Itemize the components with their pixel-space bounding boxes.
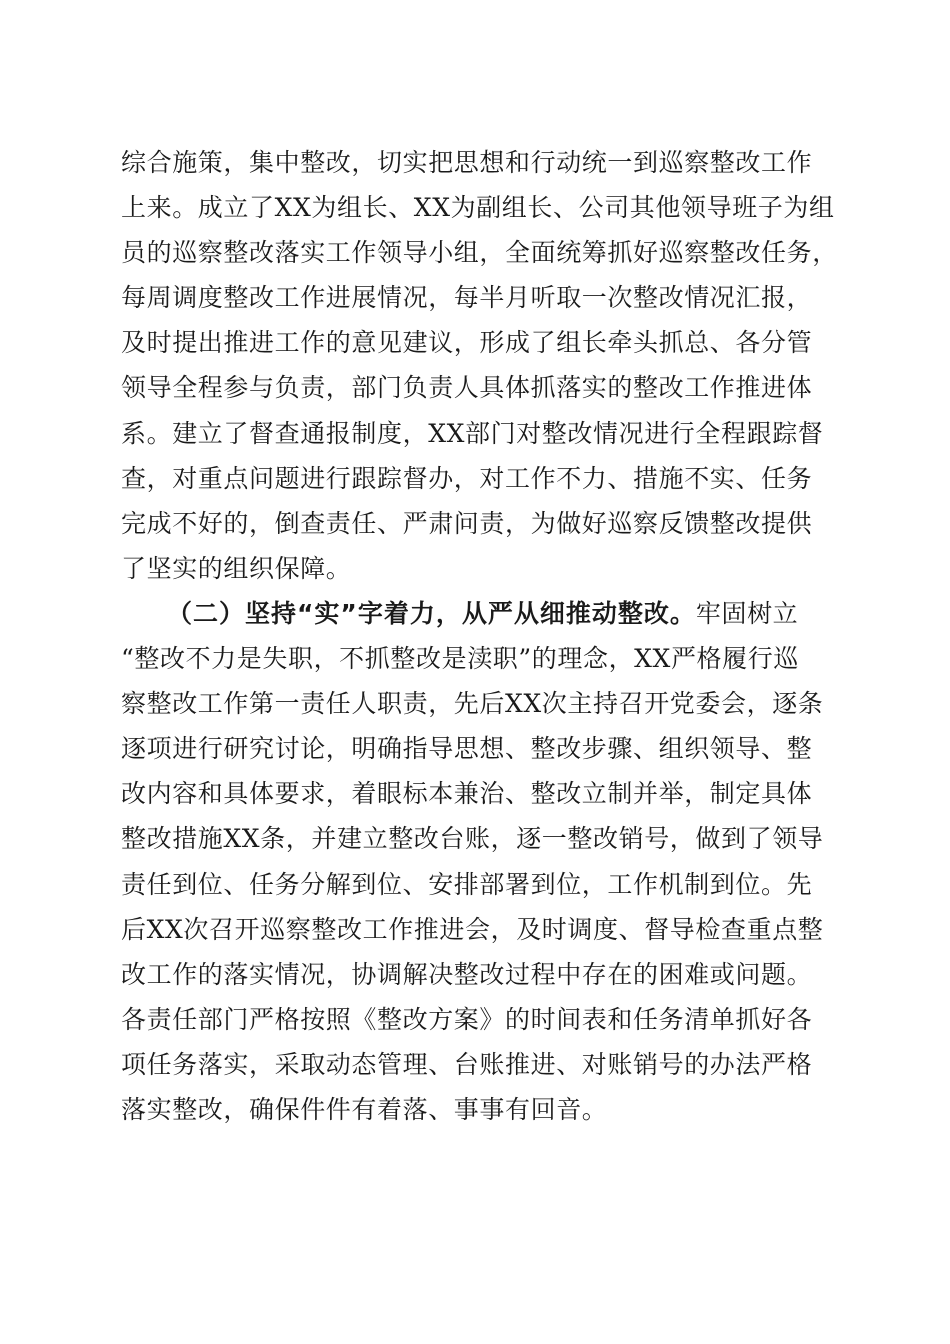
text-line: 落实整改，确保件件有着落、事事有回音。 bbox=[121, 1094, 608, 1124]
text-line: 整改措施XX条，并建立整改台账，逐一整改销号，做到了领导 bbox=[121, 824, 824, 854]
text-line: “整改不力是失职，不抓整改是渎职”的理念，XX严格履行巡 bbox=[121, 644, 799, 674]
text-line: 了坚实的组织保障。 bbox=[121, 553, 352, 583]
text-line: 改内容和具体要求，着眼标本兼治、整改立制并举，制定具体 bbox=[121, 779, 813, 809]
text-line: 改工作的落实情况，协调解决整改过程中存在的困难或问题。 bbox=[121, 959, 813, 989]
document-body bbox=[121, 140, 841, 1132]
text-line: 及时提出推进工作的意见建议，形成了组长牵头抓总、各分管 bbox=[121, 328, 813, 358]
text-line: 领导全程参与负责，部门负责人具体抓落实的整改工作推进体 bbox=[121, 373, 813, 403]
text-line: 综合施策，集中整改，切实把思想和行动统一到巡察整改工作 bbox=[121, 148, 813, 177]
text-line: 完成不好的，倒查责任、严肃问责，为做好巡察反馈整改提供 bbox=[121, 508, 813, 538]
text-line: 责任到位、任务分解到位、安排部署到位，工作机制到位。先 bbox=[121, 869, 813, 899]
text-line: 逐项进行研究讨论，明确指导思想、整改步骤、组织领导、整 bbox=[121, 734, 813, 764]
text-line: 查，对重点问题进行跟踪督办，对工作不力、措施不实、任务 bbox=[121, 463, 813, 493]
text-line: 察整改工作第一责任人职责，先后XX次主持召开党委会，逐条 bbox=[121, 689, 824, 719]
section-heading-line bbox=[121, 591, 841, 636]
heading-line-rest: 牢固树立 bbox=[695, 598, 799, 628]
text-line: 后XX次召开巡察整改工作推进会，及时调度、督导检查重点整 bbox=[121, 914, 824, 944]
section-heading: （二）坚持“实”字着力，从严从细推动整改。 bbox=[167, 598, 696, 628]
text-line: 各责任部门严格按照《整改方案》的时间表和任务清单抓好各 bbox=[121, 1004, 813, 1034]
text-line: 每周调度整改工作进展情况，每半月听取一次整改情况汇报， bbox=[121, 283, 813, 313]
text-line: 系。建立了督查通报制度，XX部门对整改情况进行全程跟踪督 bbox=[121, 418, 824, 448]
text-line: 员的巡察整改落实工作领导小组，全面统筹抓好巡察整改任务， bbox=[121, 238, 838, 268]
text-line: 上来。成立了XX为组长、XX为副组长、公司其他领导班子为组 bbox=[121, 193, 835, 223]
text-line: 项任务落实，采取动态管理、台账推进、对账销号的办法严格 bbox=[121, 1049, 813, 1079]
